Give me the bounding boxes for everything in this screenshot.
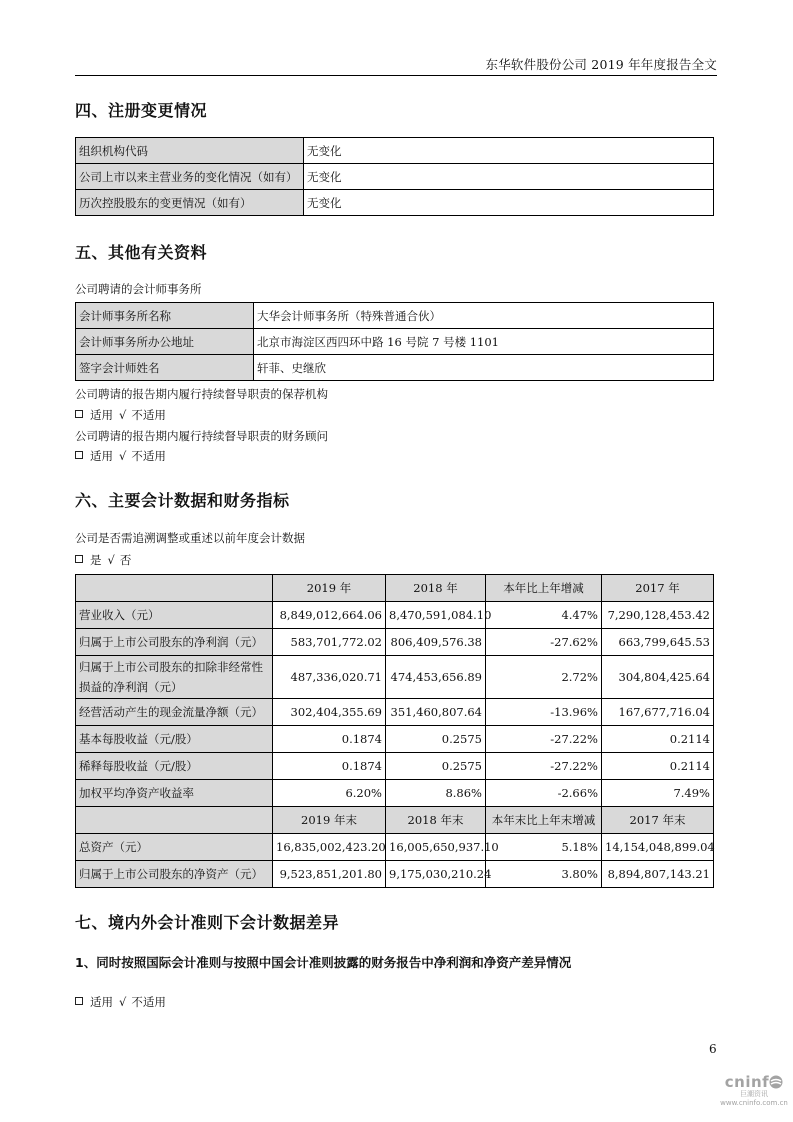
row-value: 无变化 xyxy=(304,164,714,190)
section-6-title: 六、主要会计数据和财务指标 xyxy=(75,491,290,510)
row-value: 北京市海淀区西四环中路 16 号院 7 号楼 1101 xyxy=(254,329,714,355)
value-change: -13.96% xyxy=(486,699,602,726)
check-mark-icon: √ xyxy=(119,449,127,463)
table-row xyxy=(76,629,714,656)
table-row xyxy=(76,602,714,629)
header-cell: 2017 年末 xyxy=(602,807,714,834)
value-2019: 0.1874 xyxy=(273,726,386,753)
row-value: 轩菲、史继欣 xyxy=(254,355,714,381)
value-change: 4.47% xyxy=(486,602,602,629)
table-row xyxy=(76,753,714,780)
value-change: -27.22% xyxy=(486,726,602,753)
value-2017: 167,677,716.04 xyxy=(602,699,714,726)
value-2018: 351,460,807.64 xyxy=(386,699,486,726)
advisor-text: 公司聘请的报告期内履行持续督导职责的财务顾问 xyxy=(75,429,328,443)
row-label: 会计师事务所办公地址 xyxy=(76,329,254,355)
header-cell: 2018 年 xyxy=(386,575,486,602)
check-mark-icon: √ xyxy=(107,553,115,567)
value-2017: 7.49% xyxy=(602,780,714,807)
value-2017: 14,154,048,899.04 xyxy=(602,834,714,861)
value-2017: 8,894,807,143.21 xyxy=(602,861,714,888)
restate-question-text: 公司是否需追溯调整或重述以前年度会计数据 xyxy=(75,531,305,545)
row-label: 总资产（元） xyxy=(76,834,273,861)
restate-choice xyxy=(75,552,131,568)
sponsor-applicability xyxy=(75,407,166,423)
header-cell: 2019 年末 xyxy=(273,807,386,834)
row-value: 大华会计师事务所（特殊普通合伙） xyxy=(254,303,714,329)
row-label: 营业收入（元） xyxy=(76,602,273,629)
table-row xyxy=(76,164,714,190)
option-applicable: 适用 xyxy=(90,995,113,1009)
section-7-title: 七、境内外会计准则下会计数据差异 xyxy=(75,913,340,932)
row-label: 加权平均净资产收益率 xyxy=(76,780,273,807)
value-2019: 6.20% xyxy=(273,780,386,807)
table-row xyxy=(76,656,714,699)
option-not-applicable: 不适用 xyxy=(131,995,166,1009)
row-label: 历次控股股东的变更情况（如有） xyxy=(76,190,304,216)
value-2018: 8.86% xyxy=(386,780,486,807)
section-4-title: 四、注册变更情况 xyxy=(75,101,208,120)
cninfo-logo xyxy=(716,1074,792,1108)
value-2019: 9,523,851,201.80 xyxy=(273,861,386,888)
value-change: 5.18% xyxy=(486,834,602,861)
option-yes: 是 xyxy=(90,553,102,567)
value-2019: 8,849,012,664.06 xyxy=(273,602,386,629)
option-applicable: 适用 xyxy=(90,408,113,422)
auditor-info-table xyxy=(75,302,714,381)
row-label: 组织机构代码 xyxy=(76,138,304,164)
cninfo-swirl-icon xyxy=(769,1075,783,1089)
check-mark-icon: √ xyxy=(119,995,127,1009)
value-2018: 0.2575 xyxy=(386,753,486,780)
checkbox-icon xyxy=(75,555,83,563)
logo-chinese-text: 巨潮资讯 xyxy=(740,1090,768,1098)
row-label: 归属于上市公司股东的扣除非经常性损益的净利润（元） xyxy=(76,656,273,699)
table-row xyxy=(76,699,714,726)
value-2017: 0.2114 xyxy=(602,753,714,780)
header-cell: 本年比上年增减 xyxy=(486,575,602,602)
advisor-applicability xyxy=(75,448,166,464)
value-2019: 302,404,355.69 xyxy=(273,699,386,726)
value-2017: 7,290,128,453.42 xyxy=(602,602,714,629)
table-row xyxy=(76,138,714,164)
value-2017: 0.2114 xyxy=(602,726,714,753)
header-cell: 2017 年 xyxy=(602,575,714,602)
table-row xyxy=(76,780,714,807)
checkbox-icon xyxy=(75,451,83,459)
section-7-subtitle: 1、同时按照国际会计准则与按照中国会计准则披露的财务报告中净利润和净资产差异情况 xyxy=(75,955,572,970)
value-2018: 0.2575 xyxy=(386,726,486,753)
table-row xyxy=(76,303,714,329)
value-2018: 8,470,591,084.10 xyxy=(386,602,486,629)
sponsor-text: 公司聘请的报告期内履行持续督导职责的保荐机构 xyxy=(75,387,328,401)
document-header-title: 东华软件股份公司 2019 年年度报告全文 xyxy=(485,57,717,72)
header-cell: 本年末比上年末增减 xyxy=(486,807,602,834)
gaap-difference-applicability xyxy=(75,994,166,1010)
checkbox-icon xyxy=(75,410,83,418)
option-not-applicable: 不适用 xyxy=(131,449,166,463)
value-change: 2.72% xyxy=(486,656,602,699)
value-2018: 9,175,030,210.24 xyxy=(386,861,486,888)
option-applicable: 适用 xyxy=(90,449,113,463)
row-value: 无变化 xyxy=(304,138,714,164)
value-change: -27.22% xyxy=(486,753,602,780)
check-mark-icon: √ xyxy=(119,408,127,422)
header-cell: 2019 年 xyxy=(273,575,386,602)
header-cell xyxy=(76,575,273,602)
table-row xyxy=(76,329,714,355)
row-label: 会计师事务所名称 xyxy=(76,303,254,329)
value-2017: 304,804,425.64 xyxy=(602,656,714,699)
value-2019: 487,336,020.71 xyxy=(273,656,386,699)
table-row xyxy=(76,861,714,888)
row-label: 归属于上市公司股东的净利润（元） xyxy=(76,629,273,656)
checkbox-icon xyxy=(75,997,83,1005)
row-value: 无变化 xyxy=(304,190,714,216)
row-label: 经营活动产生的现金流量净额（元） xyxy=(76,699,273,726)
value-2018: 474,453,656.89 xyxy=(386,656,486,699)
header-divider xyxy=(75,75,717,76)
logo-brand-text: cninf xyxy=(724,1073,770,1091)
value-2019: 583,701,772.02 xyxy=(273,629,386,656)
value-2018: 806,409,576.38 xyxy=(386,629,486,656)
value-2017: 663,799,645.53 xyxy=(602,629,714,656)
value-change: -27.62% xyxy=(486,629,602,656)
header-cell xyxy=(76,807,273,834)
table-header-row xyxy=(76,575,714,602)
option-not-applicable: 不适用 xyxy=(131,408,166,422)
value-2018: 16,005,650,937.10 xyxy=(386,834,486,861)
auditor-intro-text: 公司聘请的会计师事务所 xyxy=(75,282,202,296)
table-row xyxy=(76,355,714,381)
row-label: 基本每股收益（元/股） xyxy=(76,726,273,753)
value-change: -2.66% xyxy=(486,780,602,807)
row-label: 公司上市以来主营业务的变化情况（如有） xyxy=(76,164,304,190)
registration-change-table xyxy=(75,137,714,216)
row-label: 归属于上市公司股东的净资产（元） xyxy=(76,861,273,888)
table-header-row xyxy=(76,807,714,834)
page-number: 6 xyxy=(709,1042,717,1056)
value-2019: 16,835,002,423.20 xyxy=(273,834,386,861)
row-label: 签字会计师姓名 xyxy=(76,355,254,381)
section-5-title: 五、其他有关资料 xyxy=(75,243,208,262)
table-row xyxy=(76,834,714,861)
row-label: 稀释每股收益（元/股） xyxy=(76,753,273,780)
option-no: 否 xyxy=(119,553,132,567)
table-row xyxy=(76,190,714,216)
value-2019: 0.1874 xyxy=(273,753,386,780)
key-financial-data-table xyxy=(75,574,714,888)
table-row xyxy=(76,726,714,753)
value-change: 3.80% xyxy=(486,861,602,888)
header-cell: 2018 年末 xyxy=(386,807,486,834)
logo-url-text: www.cninfo.com.cn xyxy=(720,1099,788,1107)
